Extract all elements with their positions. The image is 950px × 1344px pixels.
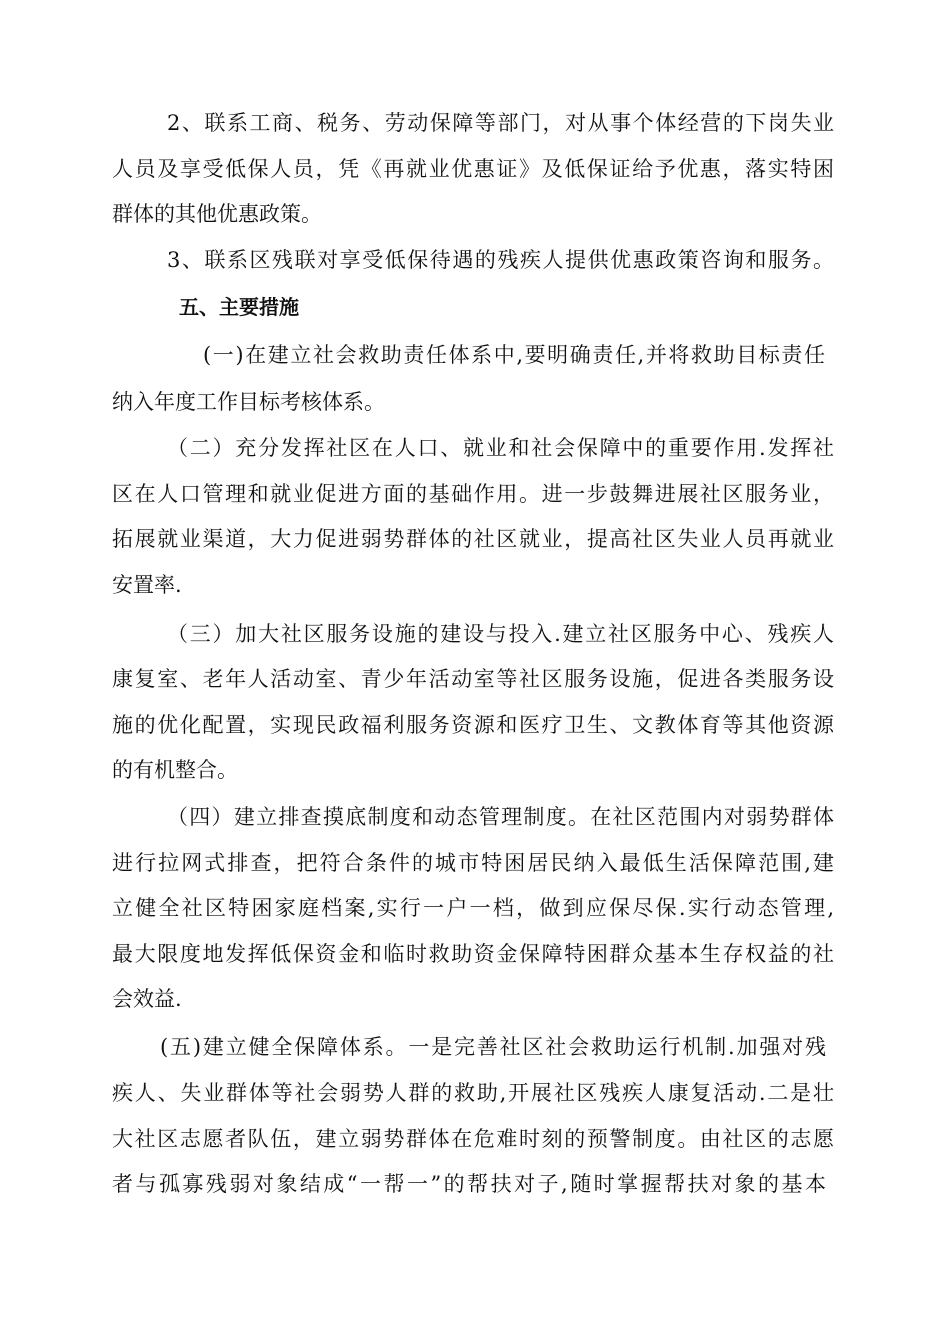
text-line: 群体的其他优惠政策。 [112,202,322,226]
text-line: （四）建立排查摸底制度和动态管理制度。在社区范围内对弱势群体 [167,805,834,829]
text-line: 纳入年度工作目标考核体系。 [112,390,385,414]
text-line: 3、联系区残联对享受低保待遇的残疾人提供优惠政策咨询和服务。 [167,248,834,272]
text-line: 会效益. [112,987,182,1011]
text-line: 最大限度地发挥低保资金和临时救助资金保障特困群众基本生存权益的社 [112,942,834,966]
text-line: (五)建立健全保障体系。一是完善社区社会救助运行机制.加强对残 [160,1035,826,1059]
text-line: 康复室、老年人活动室、青少年活动室等社区服务设施，促进各类服务设 [112,667,834,691]
text-line: 的有机整合。 [112,758,238,782]
text-line: 者与孤寡残弱对象结成“一帮一”的帮扶对子,随时掌握帮扶对象的基本 [112,1172,826,1196]
text-line: 拓展就业渠道，大力促进弱势群体的社区就业，提高社区失业人员再就业 [112,527,834,551]
text-line: 安置率. [112,573,182,597]
text-line: 大社区志愿者队伍，建立弱势群体在危难时刻的预警制度。由社区的志愿 [112,1127,834,1151]
text-line: (一)在建立社会救助责任体系中,要明确责任,并将救助目标责任 [203,343,825,367]
text-line: 区在人口管理和就业促进方面的基础作用。进一步鼓舞进展社区服务业， [112,482,834,506]
text-line: 施的优化配置，实现民政福利服务资源和医疗卫生、文教体育等其他资源 [112,713,834,737]
text-line: （三）加大社区服务设施的建设与投入.建立社区服务中心、残疾人 [167,622,834,646]
text-line: 进行拉网式排查，把符合条件的城市特困居民纳入最低生活保障范围,建 [112,851,834,875]
text-line: 2、联系工商、税务、劳动保障等部门，对从事个体经营的下岗失业 [167,111,834,135]
section-heading: 五、主要措施 [179,295,299,319]
text-line: （二）充分发挥社区在人口、就业和社会保障中的重要作用.发挥社 [167,436,834,460]
text-line: 人员及享受低保人员，凭《再就业优惠证》及低保证给予优惠，落实特困 [112,157,834,181]
text-line: 疾人、失业群体等社会弱势人群的救助,开展社区残疾人康复活动.二是壮 [112,1081,834,1105]
text-line: 立健全社区特困家庭档案,实行一户一档，做到应保尽保.实行动态管理, [112,896,834,920]
